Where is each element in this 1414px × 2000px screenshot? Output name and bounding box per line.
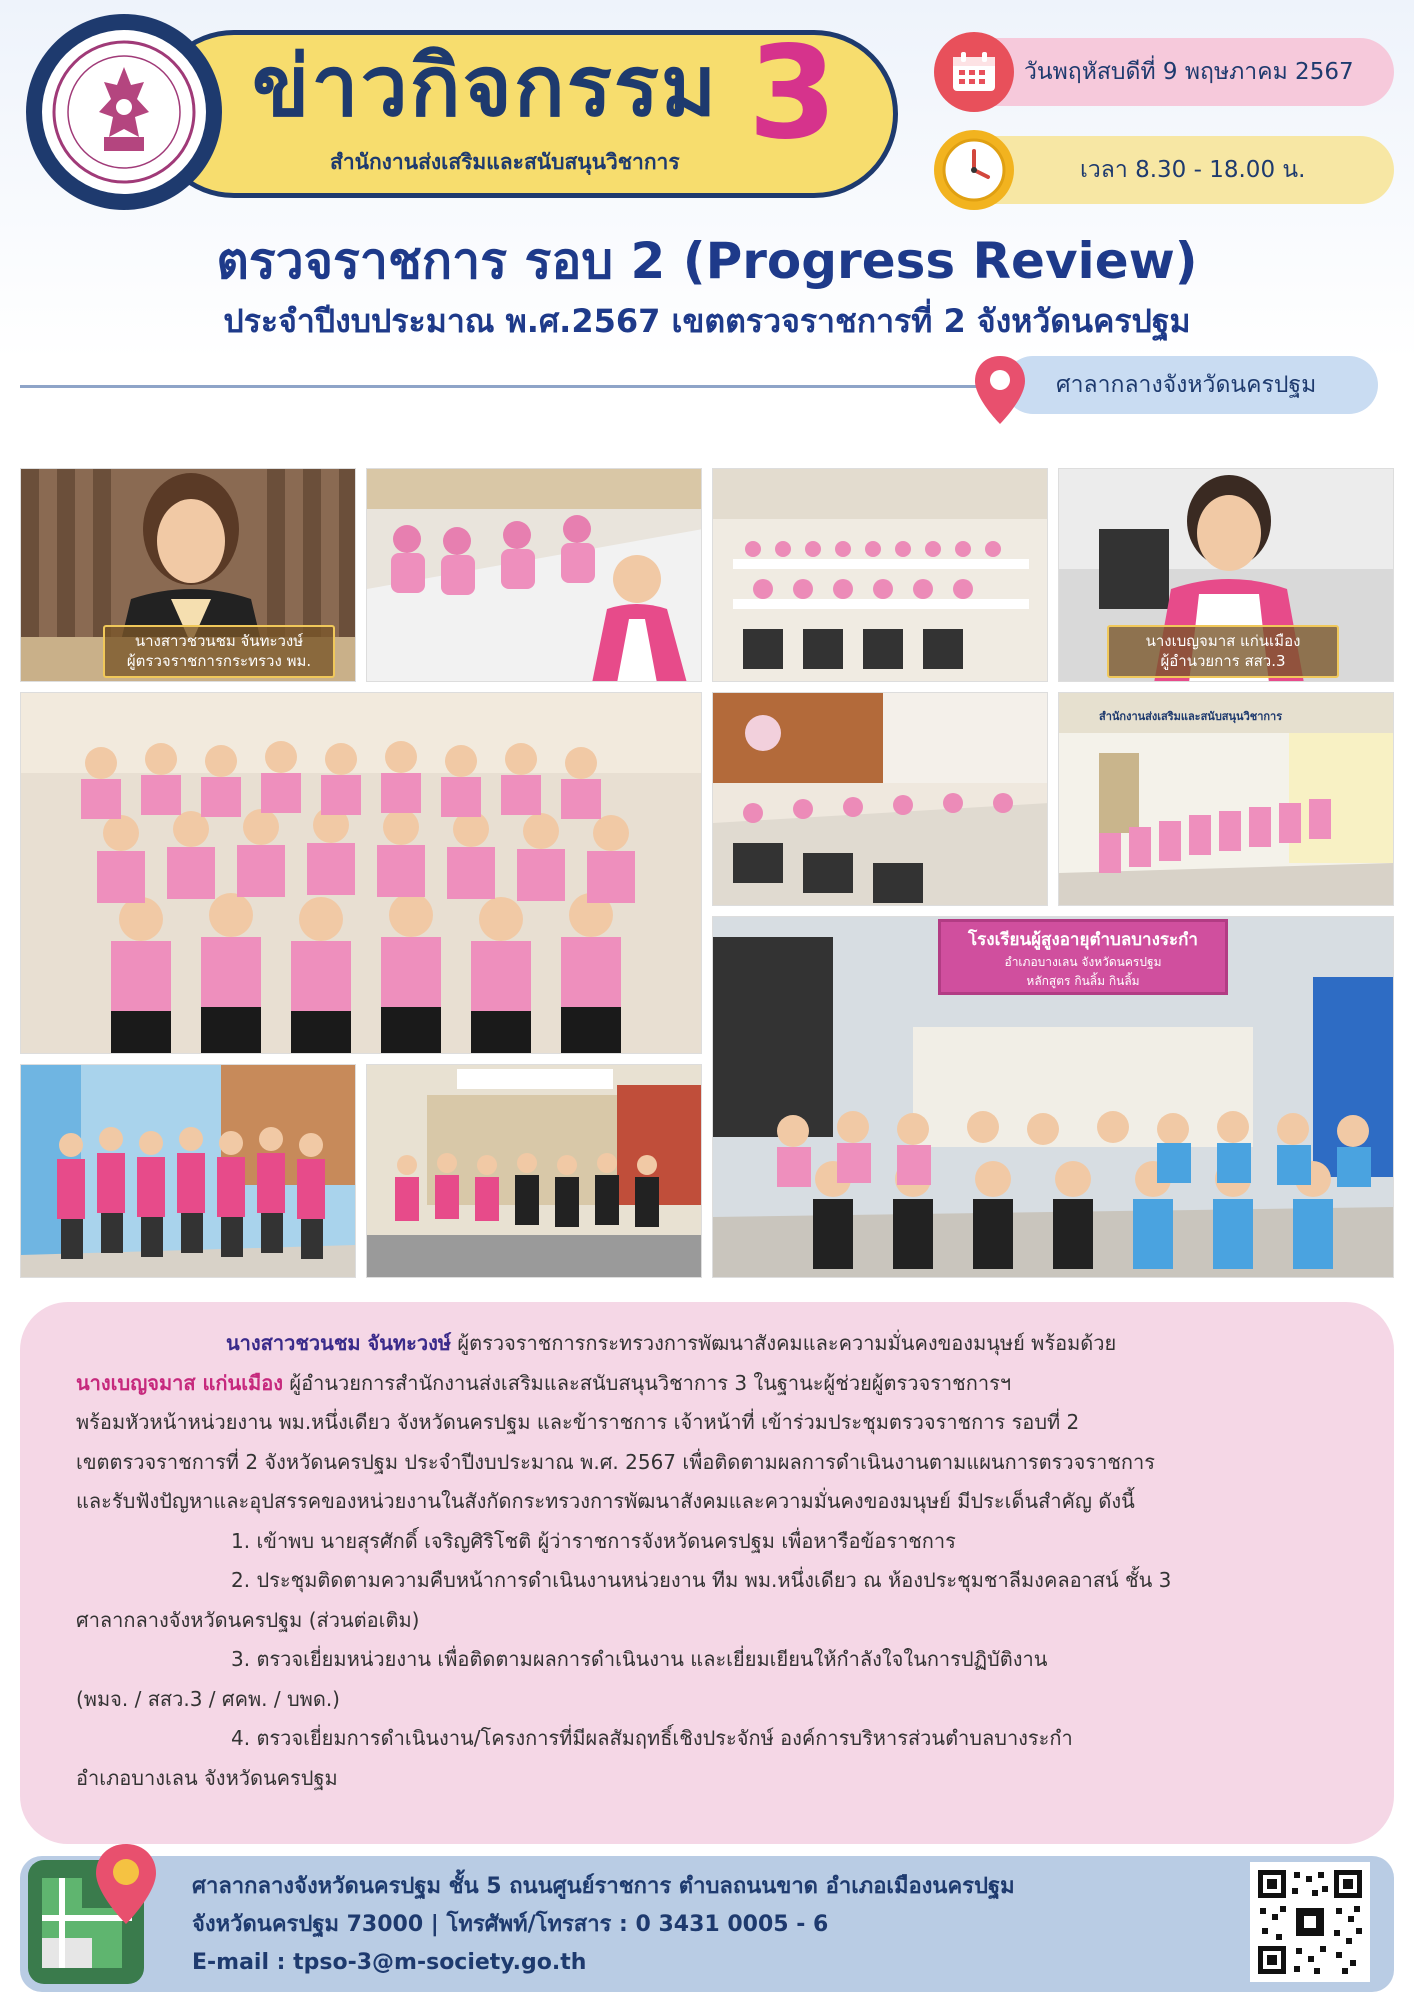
photo-meeting-room-2 <box>712 692 1048 906</box>
photo-meeting-room <box>712 468 1048 682</box>
list-item-3: 3. ตรวจเยี่ยมหน่วยงาน เพื่อติดตามผลการดำเนินงาน และเยี่ยมเยียนให้กำลังใจในการปฏิบัติงาน <box>231 1647 1048 1671</box>
photo-director-portrait <box>1058 468 1394 682</box>
caption-name: นางสาวชวนชม จันทะวงษ์ <box>134 632 304 650</box>
time-text: เวลา 8.30 - 18.00 น. <box>1080 157 1306 183</box>
footer-address-line1: ศาลากลางจังหวัดนครปฐม ชั้น 5 ถนนศูนย์ราชการ ตำบลถนนขาด อำเภอเมืองนครปฐม <box>192 1874 1015 1899</box>
page-subtitle: สำนักงานส่งเสริมและสนับสนุนวิชาการ <box>330 150 680 174</box>
body-line-4: เขตตรวจราชการที่ 2 จังหวัดนครปฐม ประจำปีงบประมาณ พ.ศ. 2567 เพื่อติดตามผลการดำเนินงานตามแผนการตรวจราชการ <box>76 1449 1155 1474</box>
caption-role: ผู้อำนวยการ สสว.3 <box>1160 652 1286 671</box>
list-item-2: 2. ประชุมติดตามความคืบหน้าการดำเนินงานหน่วยงาน ทีม พม.หนึ่งเดียว ณ ห้องประชุมชาลีมงคลอาสน์ ชั้น 3 <box>231 1568 1172 1592</box>
photo-caption-director <box>1107 625 1339 678</box>
body-line-3: พร้อมหัวหน้าหน่วยงาน พม.หนึ่งเดียว จังหวัดนครปฐม และข้าราชการ เจ้าหน้าที่ เข้าร่วมประชุมตรวจราชการ รอบที่ 2 <box>76 1410 1080 1434</box>
photo-building-group <box>20 1064 356 1278</box>
photo-office-group <box>1058 692 1394 906</box>
headline-line2: ประจำปีงบประมาณ พ.ศ.2567 เขตตรวจราชการที่ 2 จังหวัดนครปฐม <box>223 302 1191 340</box>
clock-icon <box>934 130 1014 210</box>
body-text: ผู้ตรวจราชการกระทรวงการพัฒนาสังคมและความมั่นคงของมนุษย์ พร้อมด้วย <box>451 1331 1117 1355</box>
title-number: 3 <box>748 19 838 168</box>
location-label: ศาลากลางจังหวัดนครปฐม <box>1056 372 1317 398</box>
school-sign-title: โรงเรียนผู้สูงอายุตำบลบางระกำ <box>968 930 1198 950</box>
photo-elderly-school <box>712 916 1394 1278</box>
body-line-1 <box>76 1324 1344 1364</box>
body-text: ผู้อำนวยการสำนักงานส่งเสริมและสนับสนุนวิชาการ 3 ในฐานะผู้ช่วยผู้ตรวจราชการฯ <box>283 1370 1012 1395</box>
office-sign: สำนักงานส่งเสริมและสนับสนุนวิชาการ <box>1099 710 1283 723</box>
photo-group-large <box>20 692 702 1054</box>
school-sign-sub: อำเภอบางเลน จังหวัดนครปฐม <box>1004 955 1162 969</box>
headline-line1: ตรวจราชการ รอบ 2 (Progress Review) <box>216 232 1198 290</box>
list-item-4: 4. ตรวจเยี่ยมการดำเนินงาน/โครงการที่มีผลสัมฤทธิ์เชิงประจักษ์ องค์การบริหารส่วนตำบลบางระกำ <box>231 1726 1073 1750</box>
body-line-2 <box>76 1364 1344 1404</box>
footer-address <box>192 1868 1232 1982</box>
divider <box>20 385 980 388</box>
calendar-icon <box>934 32 1014 112</box>
list-item-4-cont: อำเภอบางเลน จังหวัดนครปฐม <box>76 1765 338 1790</box>
list-item-3-cont: (พมจ. / สสว.3 / ศคพ. / บพด.) <box>76 1686 340 1711</box>
footer-email[interactable]: E-mail : tpso-3@m-society.go.th <box>192 1950 587 1975</box>
body-line-5: และรับฟังปัญหาและอุปสรรคของหน่วยงานในสังกัดกระทรวงการพัฒนาสังคมและความมั่นคงของมนุษย์ มีประเด็นสำคัญ ดังนี้ <box>76 1489 1135 1513</box>
list-item-2-cont: ศาลากลางจังหวัดนครปฐม (ส่วนต่อเติม) <box>76 1607 420 1632</box>
qr-code-icon[interactable] <box>1250 1862 1370 1982</box>
photo-meeting-table <box>366 468 702 682</box>
body-text-box <box>20 1302 1394 1844</box>
inspector-name: นางสาวชวนชม จันทะวงษ์ <box>226 1331 452 1355</box>
school-sign <box>938 919 1228 995</box>
photo-front-building <box>366 1064 702 1278</box>
photo-inspector-portrait <box>20 468 356 682</box>
footer-address-line2: จังหวัดนครปฐม 73000 | โทรศัพท์/โทรสาร : 0 3431 0005 - 6 <box>192 1912 829 1937</box>
caption-name: นางเบญจมาส แก่นเมือง <box>1145 632 1301 650</box>
director-name: นางเบญจมาส แก่นเมือง <box>76 1370 284 1395</box>
location-pill <box>1004 356 1378 414</box>
ministry-seal-icon <box>26 14 222 210</box>
page-title: ข่าวกิจกรรม <box>252 37 719 135</box>
school-sign-motto: หลักสูตร กินลิ้ม กินลิ้ม <box>1026 974 1140 988</box>
photo-caption-inspector <box>103 625 335 678</box>
map-app-icon <box>22 1838 172 1992</box>
caption-role: ผู้ตรวจราชการกระทรวง พม. <box>126 652 312 671</box>
date-text: วันพฤหัสบดีที่ 9 พฤษภาคม 2567 <box>1024 59 1354 85</box>
list-item-1: 1. เข้าพบ นายสุรศักดิ์ เจริญศิริโชติ ผู้ว่าราชการจังหวัดนครปฐม เพื่อหารือข้อราชการ <box>231 1528 956 1553</box>
map-pin-icon <box>972 354 1028 430</box>
